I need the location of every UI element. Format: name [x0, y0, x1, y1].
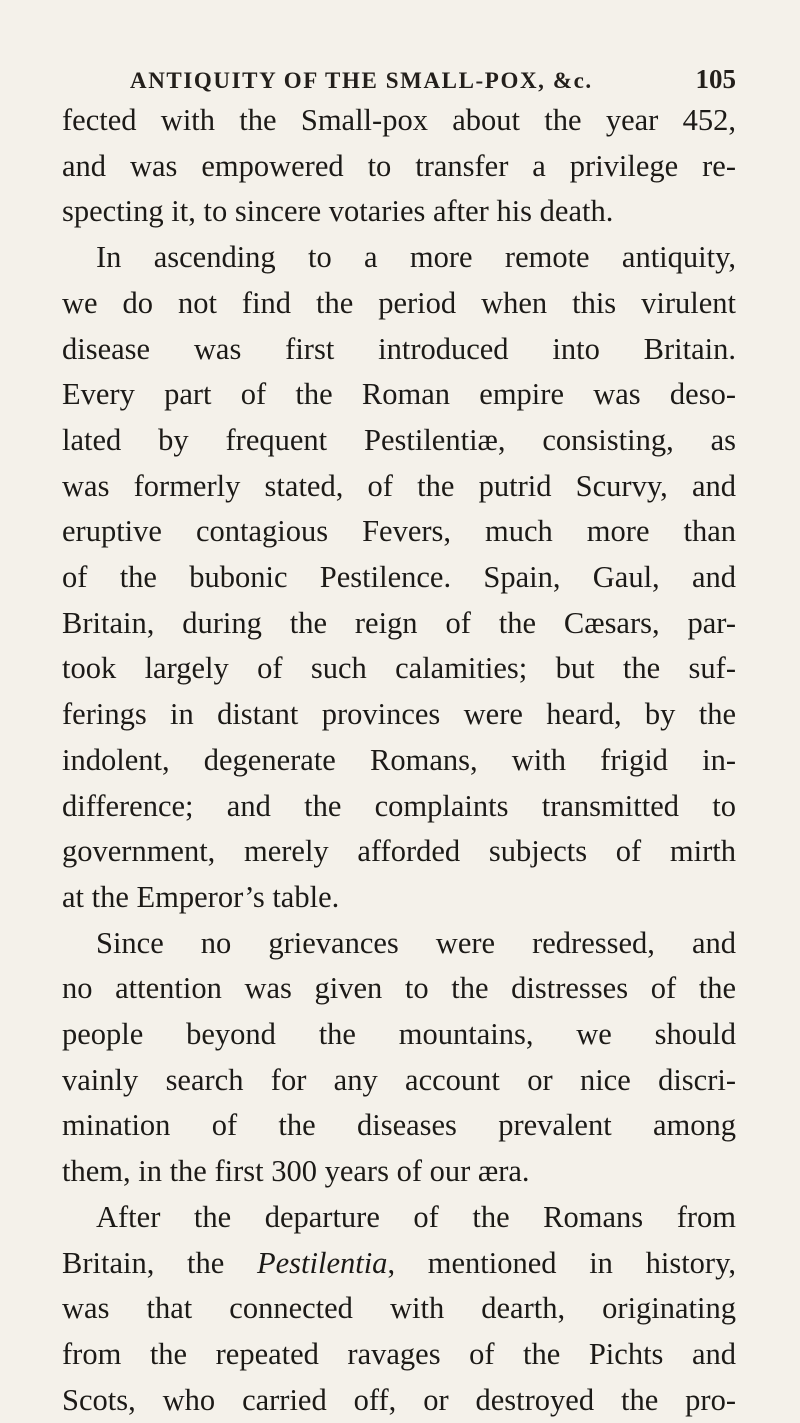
running-header	[130, 64, 736, 95]
text-line: After the departure of the Romans from	[96, 1199, 736, 1234]
text-line	[62, 1241, 736, 1287]
page-number: 105	[695, 64, 736, 94]
text-segment: Britain, the	[62, 1245, 257, 1280]
text-line: took largely of such calamities; but the suf-	[62, 651, 736, 686]
text-line: indolent, degenerate Romans, with frigid in-	[62, 742, 736, 777]
text-line: of the bubonic Pestilence. Spain, Gaul, and	[62, 560, 736, 595]
text-line: lated by frequent Pestilentiæ, consisting, as	[62, 422, 736, 457]
text-line: Since no grievances were redressed, and	[96, 925, 736, 960]
text-line: no attention was given to the distresses of the	[62, 971, 736, 1006]
text-line: from the repeated ravages of the Pichts and	[62, 1336, 736, 1371]
text-line: difference; and the complaints transmitted to	[62, 788, 736, 823]
text-line: ferings in distant provinces were heard, by the	[62, 697, 736, 732]
text-line: vainly search for any account or nice discri-	[62, 1062, 736, 1097]
running-title: ANTIQUITY OF THE SMALL-POX, &c.	[130, 68, 593, 93]
text-line: was that connected with dearth, originating	[62, 1291, 736, 1326]
text-line: In ascending to a more remote antiquity,	[96, 240, 736, 275]
text-line: we do not find the period when this virulent	[62, 285, 736, 320]
text-line: Scots, who carried off, or destroyed the pro-	[62, 1382, 736, 1417]
text-line: Britain, during the reign of the Cæsars, par-	[62, 605, 736, 640]
text-line: eruptive contagious Fevers, much more than	[62, 514, 736, 549]
text-segment: , mentioned in history,	[387, 1245, 736, 1280]
text-line: specting it, to sincere votaries after his death.	[62, 194, 614, 229]
text-line: disease was first introduced into Britain.	[62, 331, 736, 366]
italic-term: Pestilentia	[256, 1245, 388, 1280]
text-line: fected with the Small-pox about the year 452,	[62, 103, 736, 137]
text-line: them, in the first 300 years of our æra.	[62, 1154, 530, 1189]
body-text	[62, 98, 736, 1423]
text-line: and was empowered to transfer a privilege re-	[62, 148, 736, 183]
text-line: was formerly stated, of the putrid Scurvy, and	[62, 468, 736, 503]
text-line: government, merely afforded subjects of mirth	[62, 834, 736, 869]
text-line: Every part of the Roman empire was deso-	[62, 377, 736, 412]
text-line: at the Emperor’s table.	[62, 879, 340, 914]
text-line: mination of the diseases prevalent among	[62, 1108, 736, 1143]
text-line: people beyond the mountains, we should	[62, 1017, 736, 1052]
